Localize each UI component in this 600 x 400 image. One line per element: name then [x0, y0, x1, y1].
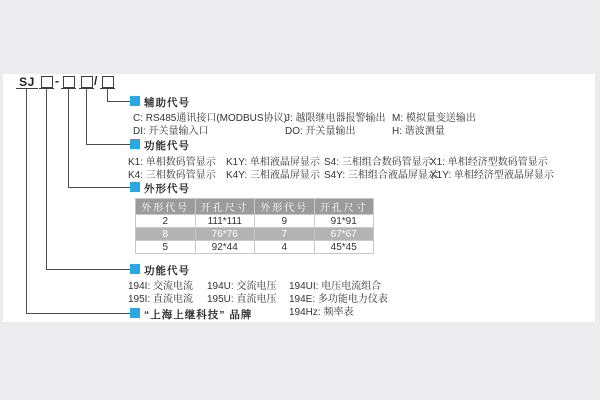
aux-code-item: DI: 开关量输入口	[133, 126, 209, 137]
connector-line	[86, 89, 87, 144]
display-code-item: X1Y: 单相经济型液晶屏显示	[430, 170, 554, 181]
connector-line	[68, 187, 130, 188]
shape-table-cell: 9	[255, 215, 315, 228]
display-code-item: K4Y: 三相液晶屏显示	[226, 170, 320, 181]
type-code-item: 194UI: 电压电流组合	[289, 281, 382, 292]
model-slot-4	[100, 75, 115, 89]
shape-table-header: 外形代号	[255, 199, 315, 215]
shape-table-header-row	[136, 199, 374, 215]
shape-table-cell: 91*91	[314, 215, 374, 228]
shape-code-title: 外形代号	[144, 183, 190, 195]
model-slot-3	[79, 75, 94, 89]
type-code-item: 195U: 直流电压	[207, 294, 277, 305]
shape-table-row	[136, 228, 374, 241]
shape-table-cell: 4	[255, 241, 315, 254]
placeholder-box-icon	[102, 76, 114, 88]
display-code-item: S4: 三相组合数码管显示	[324, 157, 432, 168]
auxiliary-code-title: 辅助代号	[144, 97, 190, 109]
shape-table-header: 开孔尺寸	[195, 199, 255, 215]
shape-table-cell: 76*76	[195, 228, 255, 241]
display-code-item: S4Y: 三相组合液晶屏显示	[324, 170, 438, 181]
shape-table-header: 外形代号	[136, 199, 196, 215]
connector-line	[86, 144, 130, 145]
blue-square-marker-icon	[130, 264, 140, 274]
shape-table-cell: 5	[136, 241, 196, 254]
shape-table-cell: 92*44	[195, 241, 255, 254]
connector-line	[107, 101, 130, 102]
shape-table-cell: 7	[255, 228, 315, 241]
placeholder-box-icon	[63, 76, 75, 88]
shape-table-cell: 111*111	[195, 215, 255, 228]
model-prefix: SJ	[19, 74, 35, 89]
shape-table-row	[136, 215, 374, 228]
type-code-item: 194E: 多功能电力仪表	[289, 294, 388, 305]
model-slash: /	[94, 74, 98, 88]
type-code-item: 194Hz: 频率表	[289, 307, 354, 318]
type-code-item: 195I: 直流电流	[128, 294, 194, 305]
display-code-item: K1Y: 单相液晶屏显示	[226, 157, 320, 168]
placeholder-box-icon	[41, 76, 53, 88]
model-dash: -	[55, 74, 59, 88]
aux-code-item: DO: 开关量输出	[285, 126, 356, 137]
shape-table-header: 开孔尺寸	[314, 199, 374, 215]
blue-square-marker-icon	[130, 96, 140, 106]
aux-code-item: M: 模拟量变送输出	[392, 113, 476, 124]
connector-line	[26, 89, 27, 313]
blue-square-marker-icon	[130, 182, 140, 192]
display-code-item: X1: 单相经济型数码管显示	[430, 157, 548, 168]
placeholder-box-icon	[81, 76, 93, 88]
model-slot-2	[61, 75, 76, 89]
shape-table	[135, 198, 374, 254]
shape-table-cell: 2	[136, 215, 196, 228]
function-type-title: 功能代号	[144, 265, 190, 277]
connector-line	[46, 269, 130, 270]
shape-table-cell: 45*45	[314, 241, 374, 254]
aux-code-item: J: 越限继电器报警输出	[285, 113, 386, 124]
function-display-title: 功能代号	[144, 140, 190, 152]
connector-line	[26, 313, 130, 314]
type-code-item: 194U: 交流电压	[207, 281, 277, 292]
shape-table-cell: 8	[136, 228, 196, 241]
connector-line	[68, 89, 69, 187]
type-code-item: 194I: 交流电流	[128, 281, 194, 292]
blue-square-marker-icon	[130, 139, 140, 149]
brand-label: “上海上继科技” 品牌	[144, 309, 253, 321]
display-code-item: K4: 三相数码管显示	[128, 170, 216, 181]
display-code-item: K1: 单相数码管显示	[128, 157, 216, 168]
aux-code-item: C: RS485通讯接口(MODBUS协议)	[133, 113, 287, 124]
model-slot-1	[39, 75, 54, 89]
connector-line	[107, 89, 108, 101]
model-prefix-unit	[16, 75, 38, 89]
shape-table-row	[136, 241, 374, 254]
blue-square-marker-icon	[130, 308, 140, 318]
aux-code-item: H: 谐波测量	[392, 126, 445, 137]
shape-table-cell: 67*67	[314, 228, 374, 241]
connector-line	[46, 89, 47, 269]
